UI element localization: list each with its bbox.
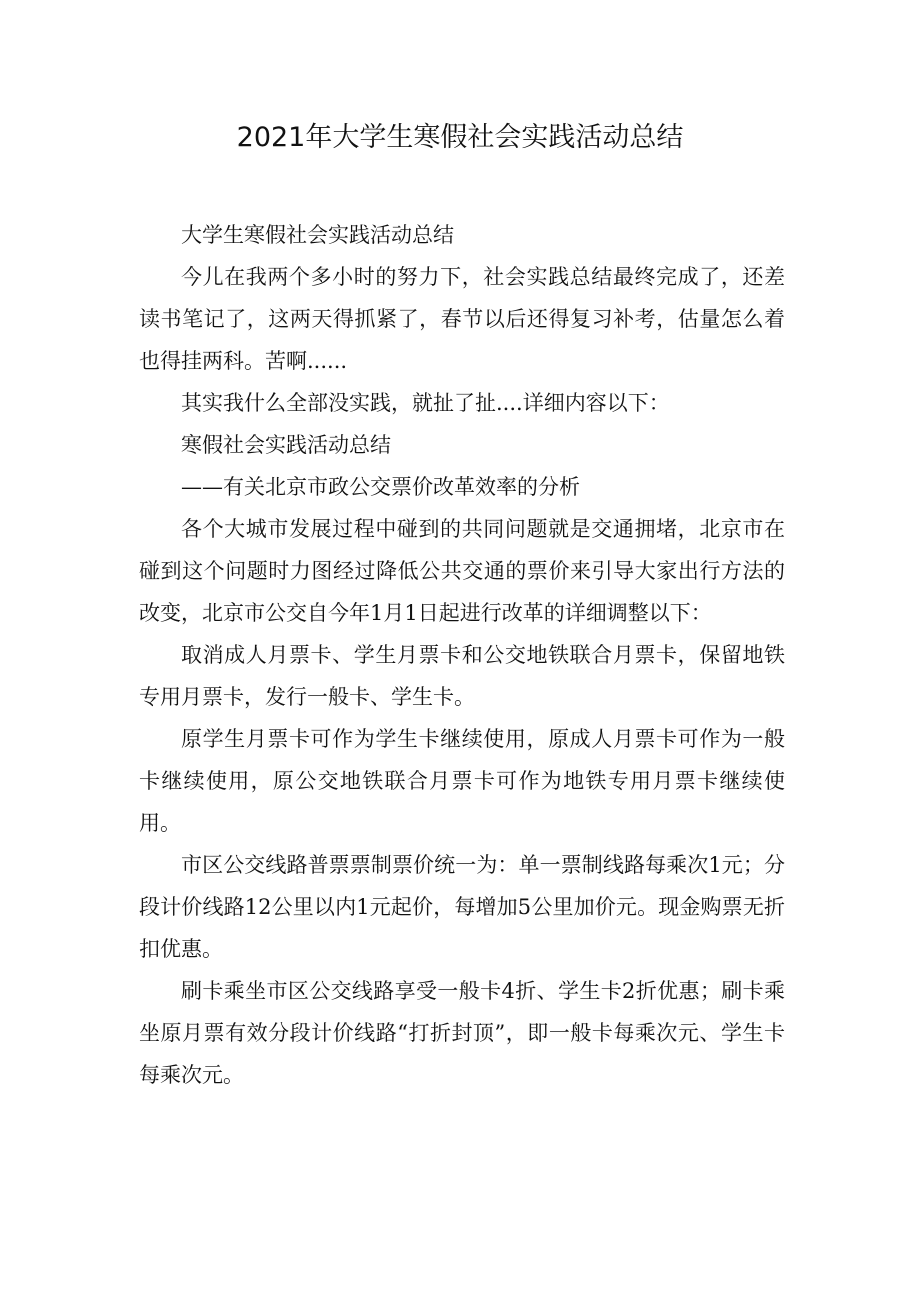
paragraph-subtitle: ——有关北京市政公交票价改革效率的分析	[181, 475, 580, 499]
paragraph: 其实我什么全部没实践，就扯了扯....详细内容以下：	[181, 391, 670, 415]
document-title: 2021年大学生寒假社会实践活动总结	[236, 122, 684, 153]
paragraph-subheading: 寒假社会实践活动总结	[181, 433, 391, 457]
paragraph: 今儿在我两个多小时的努力下，社会实践总结最终完成了，还差读书笔记了，这两天得抓紧了，春节以后还得复习补考，估量怎么着也得挂两科。苦啊......	[139, 265, 785, 373]
paragraph: 刷卡乘坐市区公交线路享受一般卡4折、学生卡2折优惠；刷卡乘坐原月票有效分段计价线路“打折封顶”，即一般卡每乘次元、学生卡每乘次元。	[139, 979, 785, 1087]
paragraph: 市区公交线路普票票制票价统一为：单一票制线路每乘次1元；分段计价线路12公里以内1元起价，每增加5公里加价元。现金购票无折扣优惠。	[139, 853, 785, 961]
document-body	[139, 214, 785, 1096]
paragraph: 原学生月票卡可作为学生卡继续使用，原成人月票卡可作为一般卡继续使用，原公交地铁联合月票卡可作为地铁专用月票卡继续使用。	[139, 727, 785, 835]
paragraph-heading: 大学生寒假社会实践活动总结	[181, 223, 454, 247]
paragraph: 各个大城市发展过程中碰到的共同问题就是交通拥堵，北京市在碰到这个问题时力图经过降低公共交通的票价来引导大家出行方法的改变，北京市公交自今年1月1日起进行改革的详细调整以下：	[139, 517, 785, 625]
paragraph: 取消成人月票卡、学生月票卡和公交地铁联合月票卡，保留地铁专用月票卡，发行一般卡、学生卡。	[139, 643, 785, 709]
